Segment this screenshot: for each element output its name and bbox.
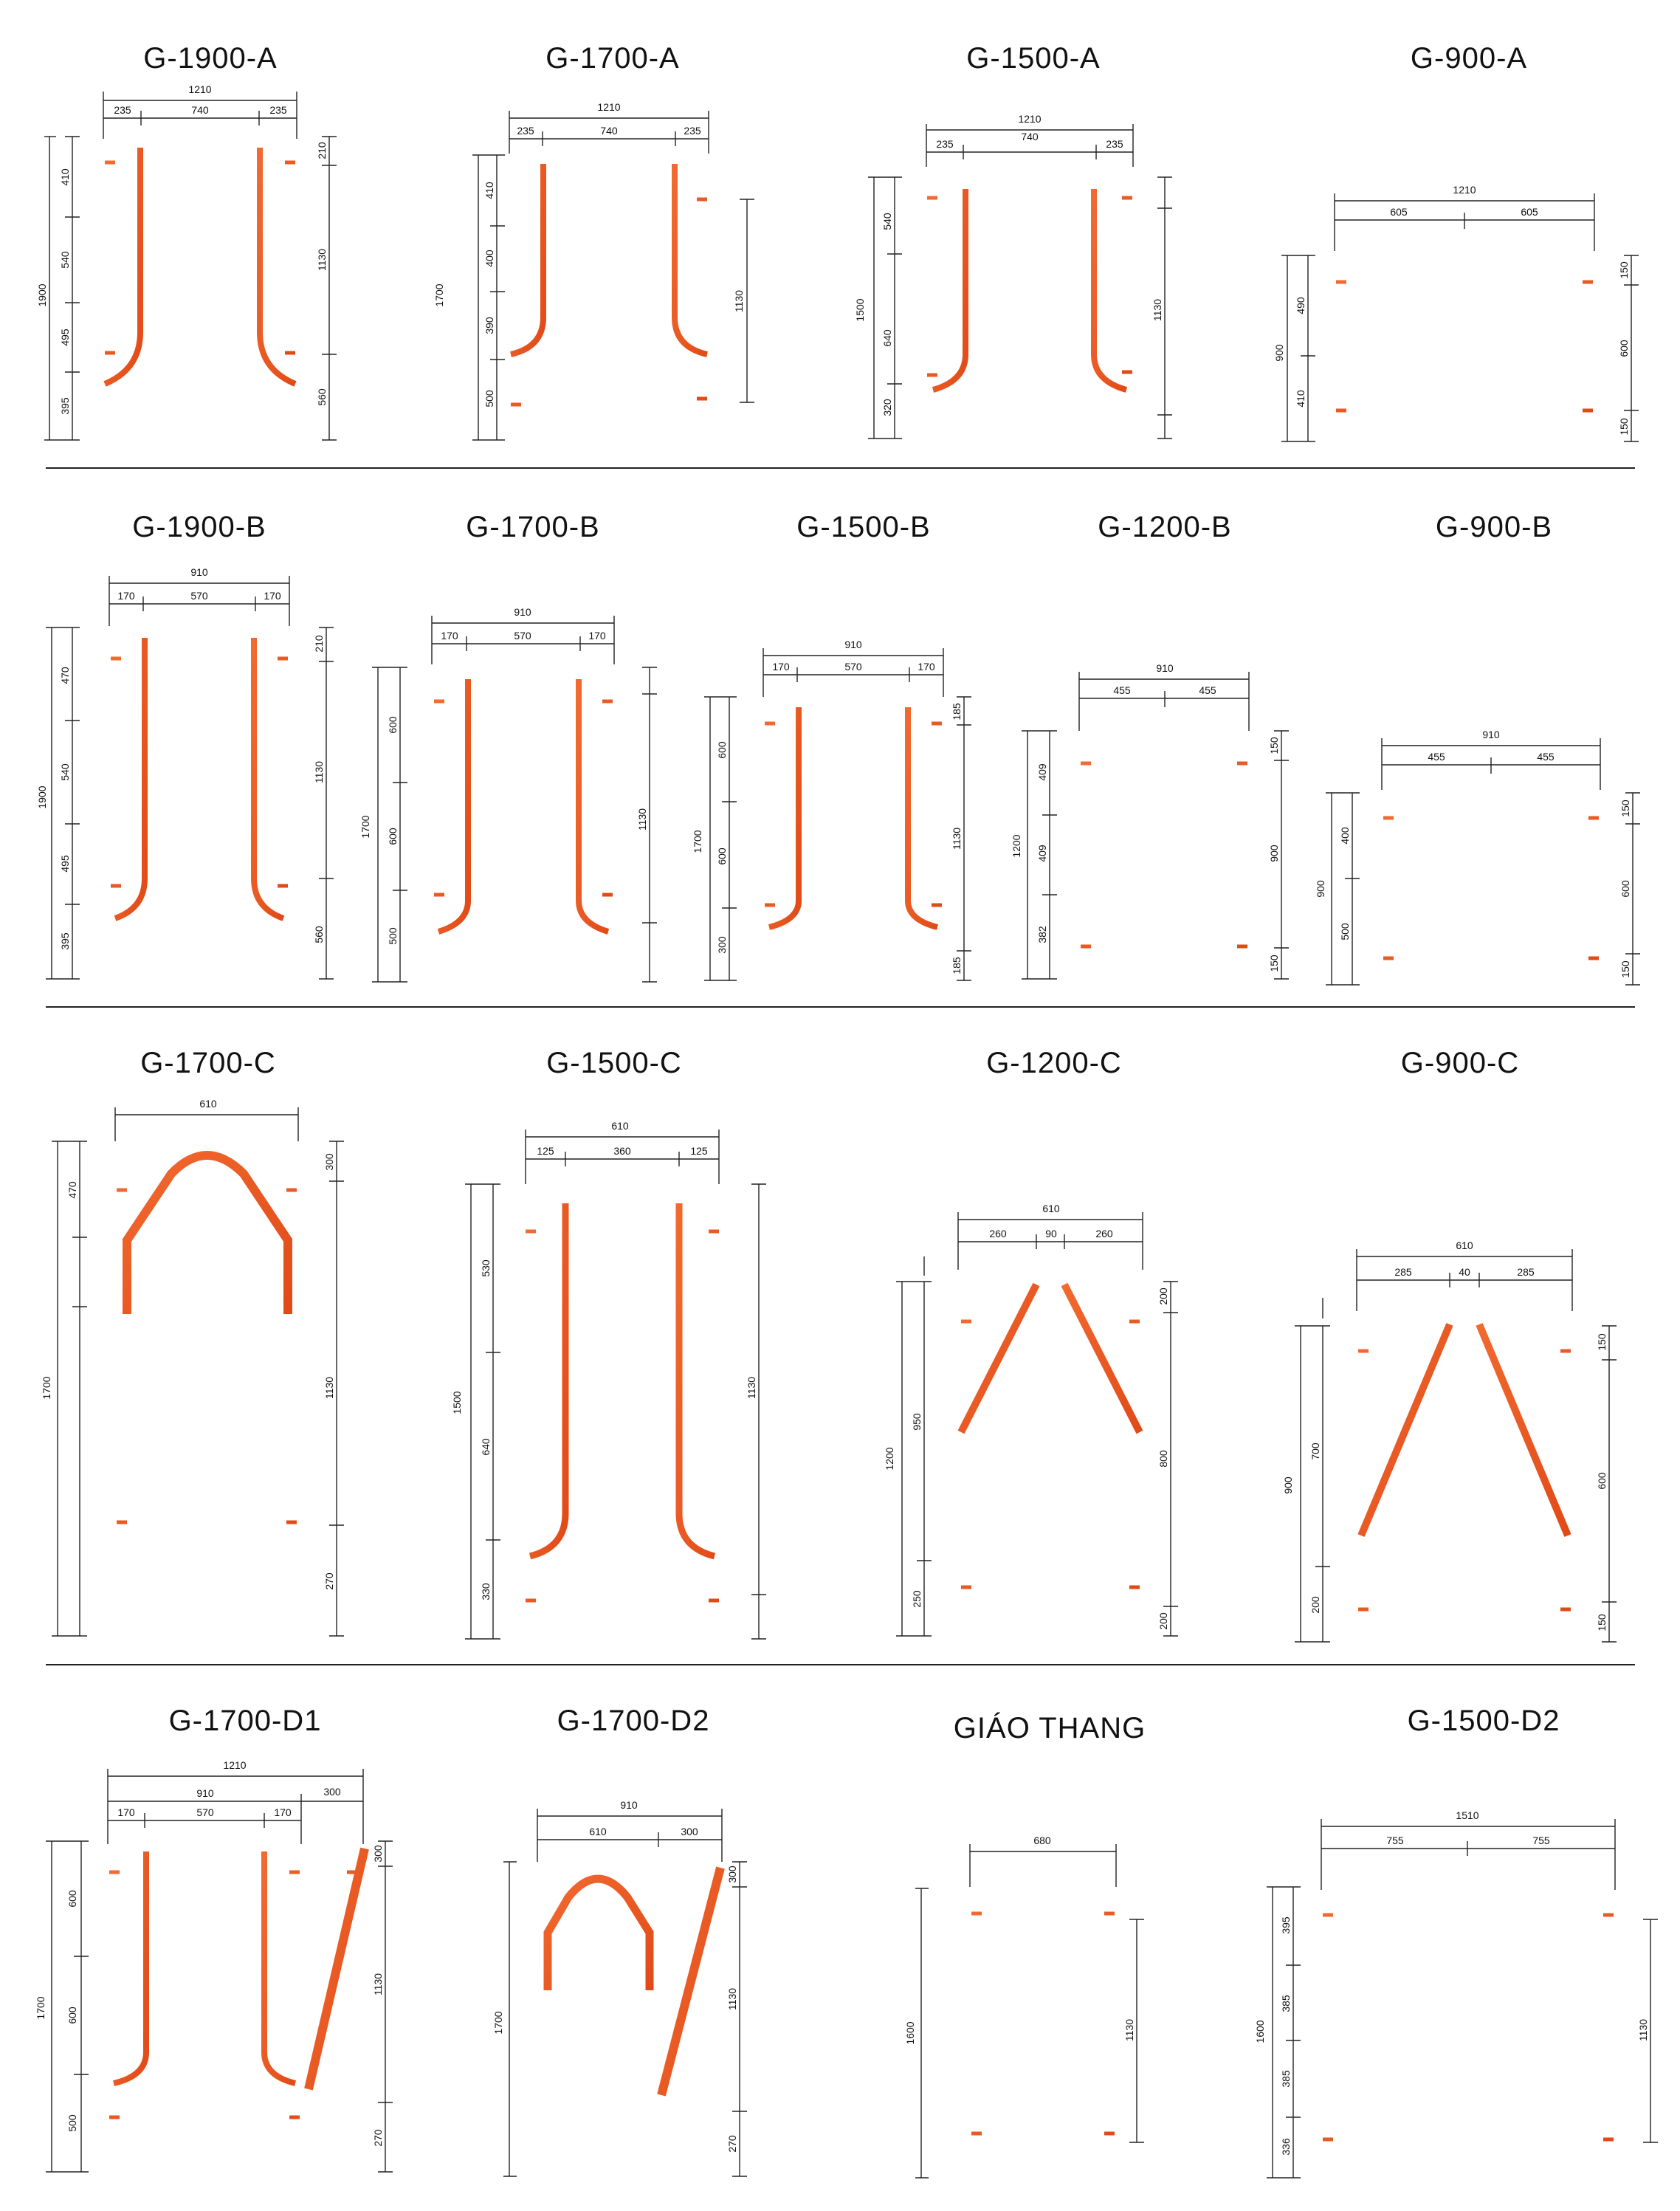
dim-width-segment: 40: [1459, 1266, 1470, 1278]
frame-tubes: [105, 139, 295, 440]
frame-tubes: [961, 1271, 1140, 1636]
dim-left-total: 1700: [41, 1376, 52, 1400]
frame-title: G-1500-C: [546, 1047, 682, 1079]
dim-width-total: 610: [199, 1098, 217, 1110]
dim-left-segment: 530: [480, 1259, 492, 1277]
dim-left-segment: 540: [59, 251, 71, 269]
dim-width-segment: 455: [1537, 751, 1555, 763]
dim-left-segment: 500: [387, 927, 399, 945]
dim-left-segment: 390: [483, 317, 495, 334]
dim-right-segment: 560: [313, 926, 325, 943]
dim-left-total: 1500: [451, 1391, 463, 1414]
dim-width-segment: 170: [117, 1806, 135, 1818]
dim-left-segment: 700: [1309, 1443, 1321, 1460]
frame-title: G-1500-D2: [1407, 1705, 1560, 1737]
dim-left-segment: 495: [59, 329, 71, 346]
dim-left-segment: 400: [1339, 827, 1351, 845]
frame-tubes: [434, 669, 613, 982]
dim-left-total: 1700: [35, 1996, 47, 2020]
dim-left-segment: 540: [881, 213, 893, 230]
dim-right-segment: 300: [372, 1845, 384, 1863]
dim-left-segment: 395: [59, 397, 71, 415]
frame-title: G-1700-B: [466, 511, 600, 543]
dim-right-segment: 210: [316, 142, 328, 159]
dim-width-segment: 170: [772, 661, 790, 673]
dim-width-segment: 300: [323, 1786, 341, 1798]
dim-width-segment: 910: [196, 1787, 214, 1799]
frame-tubes: [971, 1887, 1115, 2178]
frame-tubes: [1336, 252, 1593, 441]
dim-left-segment: 470: [66, 1181, 78, 1199]
dim-left-segment: 500: [66, 2114, 78, 2132]
frame-title: G-1900-B: [132, 511, 266, 543]
dim-left-segment: 385: [1280, 2070, 1292, 2088]
frame-g-1900-a: [36, 42, 337, 440]
dim-right-segment: 210: [313, 635, 325, 653]
dim-right-segment: 1130: [323, 1376, 335, 1400]
dim-width-segment: 570: [196, 1806, 214, 1818]
dim-right-segment: 150: [1619, 960, 1631, 978]
dim-right-segment: 1130: [1123, 2018, 1135, 2042]
frame-title: G-1700-D2: [557, 1705, 710, 1737]
dim-left-total: 1700: [359, 815, 371, 839]
dim-left-segment: 600: [716, 741, 728, 759]
dim-left-segment: 540: [59, 763, 71, 781]
dim-left-segment: 300: [716, 936, 728, 954]
dim-right-segment: 560: [316, 388, 328, 406]
dim-left-segment: 640: [881, 329, 893, 347]
dim-right-segment: 900: [1268, 845, 1280, 862]
dim-right-segment: 1130: [1637, 2018, 1649, 2042]
dim-width-total: 910: [190, 566, 208, 578]
frame-title: G-1200-C: [986, 1047, 1122, 1079]
dim-left-segment: 410: [1295, 390, 1307, 408]
dim-width-segment: 285: [1394, 1266, 1412, 1278]
dim-right-segment: 1130: [372, 1973, 384, 1996]
dim-width-total: 610: [1042, 1203, 1060, 1214]
dim-width-segment: 455: [1428, 751, 1445, 763]
frame-title: G-1700-D1: [168, 1705, 322, 1737]
frame-tubes: [927, 177, 1132, 439]
dim-width-total: 910: [1482, 729, 1500, 740]
dim-width-segment: 605: [1390, 206, 1408, 218]
dim-left-total: 1600: [1254, 2020, 1266, 2043]
frame-title: G-900-A: [1410, 42, 1528, 75]
dim-left-segment: 336: [1280, 2138, 1292, 2156]
dim-left-segment: 600: [387, 828, 399, 845]
dim-left-total: 900: [1282, 1476, 1294, 1494]
dim-width-segment: 170: [117, 590, 135, 602]
dim-right-segment: 1130: [1151, 298, 1163, 322]
frame-title: G-1500-B: [796, 511, 931, 543]
dim-left-segment: 400: [483, 250, 495, 267]
frame-title: G-900-C: [1400, 1047, 1520, 1079]
dim-left-segment: 385: [1280, 1995, 1292, 2012]
frame-tubes: [1323, 1887, 1614, 2178]
dim-width-segment: 235: [114, 104, 131, 116]
dim-left-segment: 409: [1036, 845, 1048, 862]
frame-tubes: [539, 1862, 720, 2176]
dim-left-segment: 500: [1339, 923, 1351, 941]
dim-right-segment: 270: [726, 2135, 738, 2153]
dim-left-total: 1500: [854, 298, 866, 322]
dim-width-total: 910: [620, 1799, 638, 1811]
dim-width-total: 680: [1033, 1835, 1051, 1846]
dim-width-total: 1510: [1456, 1809, 1479, 1821]
dim-right-segment: 150: [1268, 737, 1280, 754]
frame-g-1700-d2: [492, 1705, 747, 2176]
frame-g-1700-b: [359, 511, 657, 982]
dim-width-segment: 235: [936, 138, 954, 150]
dim-left-segment: 200: [1309, 1596, 1321, 1614]
dim-left-total: 1200: [884, 1447, 895, 1471]
dim-left-segment: 640: [480, 1438, 492, 1456]
dim-left-segment: 600: [66, 1890, 78, 1908]
dim-left-total: 1900: [36, 283, 48, 307]
dim-left-segment: 600: [66, 2007, 78, 2024]
dim-width-total: 1210: [223, 1759, 247, 1771]
dim-right-segment: 600: [1618, 340, 1630, 357]
dim-width-segment: 455: [1113, 684, 1131, 696]
dim-right-segment: 1130: [951, 827, 963, 850]
dimension-lines: [868, 124, 1172, 439]
dim-width-segment: 570: [514, 630, 531, 642]
dim-left-segment: 250: [911, 1590, 923, 1608]
dim-right-segment: 1130: [726, 1987, 738, 2011]
dim-width-segment: 755: [1532, 1835, 1550, 1846]
dim-width-total: 610: [611, 1120, 629, 1132]
dim-width-segment: 235: [269, 104, 287, 116]
frame-g-1700-d1: [35, 1705, 393, 2172]
frame-title: GIÁO THANG: [953, 1712, 1146, 1744]
dim-right-segment: 600: [1596, 1472, 1608, 1490]
frame-title: G-1700-C: [140, 1047, 276, 1079]
dim-left-segment: 490: [1295, 297, 1307, 314]
dim-right-segment: 150: [1596, 1614, 1608, 1631]
dim-width-total: 610: [1456, 1239, 1473, 1251]
frame-tubes: [117, 1141, 297, 1636]
frame-g-1200-c: [884, 1047, 1178, 1636]
dim-width-segment: 740: [191, 104, 209, 116]
frame-title: G-1900-A: [143, 42, 278, 75]
dim-left-segment: 395: [1280, 1916, 1292, 1934]
frame-g-900-b: [1315, 511, 1640, 985]
frame-tubes: [1358, 1313, 1571, 1642]
dim-left-total: 1900: [36, 785, 48, 809]
dim-width-segment: 300: [681, 1826, 698, 1837]
dim-width-total: 910: [1156, 662, 1174, 674]
dim-width-segment: 285: [1517, 1266, 1535, 1278]
dim-right-segment: 270: [323, 1572, 335, 1590]
dim-width-segment: 125: [537, 1145, 554, 1157]
frame-title: G-1200-B: [1098, 511, 1232, 543]
dim-left-segment: 500: [483, 390, 495, 408]
dim-width-segment: 170: [588, 630, 606, 642]
dim-left-segment: 600: [387, 716, 399, 734]
dim-right-segment: 1130: [636, 808, 648, 831]
dim-left-total: 900: [1315, 880, 1326, 898]
dim-width-segment: 740: [1021, 131, 1039, 142]
frame-tubes: [111, 627, 288, 979]
dim-right-segment: 270: [372, 2129, 384, 2147]
dim-left-segment: 600: [716, 847, 728, 865]
dim-width-total: 910: [844, 639, 862, 650]
dim-width-segment: 755: [1386, 1835, 1404, 1846]
dim-right-segment: 1130: [733, 289, 745, 313]
frame-tubes: [765, 697, 942, 980]
dim-left-segment: 382: [1036, 926, 1048, 943]
dim-left-segment: 495: [59, 855, 71, 873]
dim-width-segment: 235: [517, 125, 534, 137]
dim-width-segment: 235: [684, 125, 701, 137]
dim-left-total: 1600: [904, 2021, 916, 2045]
frame-title: G-1500-A: [966, 42, 1101, 75]
dim-width-segment: 360: [613, 1145, 631, 1157]
dim-left-segment: 950: [911, 1413, 923, 1431]
dim-width-segment: 740: [600, 125, 618, 137]
dim-left-segment: 410: [59, 168, 71, 186]
dim-right-segment: 150: [1618, 261, 1630, 279]
frame-g-1900-b: [36, 511, 334, 979]
frame-g-900-a: [1273, 42, 1639, 441]
dim-right-segment: 200: [1157, 1612, 1169, 1630]
dim-left-segment: 410: [483, 182, 495, 199]
frame-title: G-900-B: [1435, 511, 1553, 543]
dim-width-segment: 125: [690, 1145, 708, 1157]
dim-right-segment: 185: [951, 703, 963, 721]
dim-width-segment: 570: [190, 590, 208, 602]
dim-left-segment: 409: [1036, 763, 1048, 781]
dim-width-segment: 455: [1199, 684, 1216, 696]
dim-width-total: 1210: [1453, 184, 1476, 196]
frame-title: G-1700-A: [545, 42, 680, 75]
dim-width-segment: 170: [274, 1806, 292, 1818]
dim-left-segment: 470: [59, 667, 71, 684]
dim-right-segment: 200: [1157, 1287, 1169, 1305]
dim-width-total: 1210: [1018, 113, 1042, 125]
frame-g-1200-b: [1011, 511, 1289, 979]
dim-width-segment: 260: [989, 1228, 1007, 1239]
dim-right-segment: 150: [1268, 955, 1280, 972]
frame-g-900-c: [1282, 1047, 1617, 1642]
frame-giao-thang: [904, 1711, 1146, 2178]
dim-right-segment: 600: [1619, 880, 1631, 898]
dim-right-segment: 1130: [316, 248, 328, 272]
dim-width-segment: 170: [441, 630, 458, 642]
frame-tubes: [1081, 729, 1247, 979]
dim-right-segment: 1130: [746, 1376, 757, 1400]
dim-right-segment: 150: [1618, 418, 1630, 436]
dim-width-segment: 90: [1045, 1228, 1057, 1239]
dim-left-segment: 320: [881, 399, 893, 416]
dimension-lines: [1326, 738, 1640, 985]
frame-g-1700-a: [433, 42, 754, 440]
frame-g-1500-a: [854, 42, 1172, 439]
frame-tubes: [109, 1841, 365, 2172]
frame-tubes: [526, 1184, 719, 1639]
dim-width-segment: 610: [589, 1826, 607, 1837]
frame-g-1500-d2: [1254, 1705, 1658, 2178]
dim-width-segment: 170: [264, 590, 281, 602]
dimension-lines: [704, 648, 971, 980]
dim-width-total: 1210: [188, 83, 212, 95]
dim-left-total: 1200: [1011, 834, 1022, 858]
frame-g-1700-c: [41, 1047, 344, 1636]
dim-right-segment: 300: [323, 1153, 335, 1171]
dim-width-total: 1210: [597, 101, 621, 113]
dim-width-total: 910: [514, 606, 531, 618]
dim-right-segment: 185: [951, 957, 963, 974]
dim-width-segment: 235: [1106, 138, 1123, 150]
frame-tubes: [1383, 791, 1599, 985]
frame-g-1500-c: [451, 1047, 766, 1639]
dim-width-segment: 605: [1521, 206, 1538, 218]
dim-right-segment: 800: [1157, 1450, 1169, 1468]
dim-right-segment: 150: [1619, 800, 1631, 817]
dim-right-segment: 150: [1596, 1333, 1608, 1351]
dim-width-segment: 260: [1095, 1228, 1113, 1239]
dim-left-total: 1700: [433, 283, 445, 307]
dim-right-segment: 300: [726, 1866, 738, 1883]
frame-g-1500-b: [692, 511, 971, 980]
dim-left-total: 1700: [492, 2011, 504, 2035]
frame-tubes: [511, 155, 707, 440]
dim-left-segment: 330: [480, 1583, 492, 1600]
dim-width-segment: 570: [844, 661, 862, 673]
dim-left-total: 900: [1273, 344, 1285, 362]
dim-width-segment: 170: [918, 661, 935, 673]
dim-right-segment: 1130: [313, 760, 325, 784]
dim-left-segment: 395: [59, 932, 71, 950]
dim-left-total: 1700: [692, 830, 703, 853]
